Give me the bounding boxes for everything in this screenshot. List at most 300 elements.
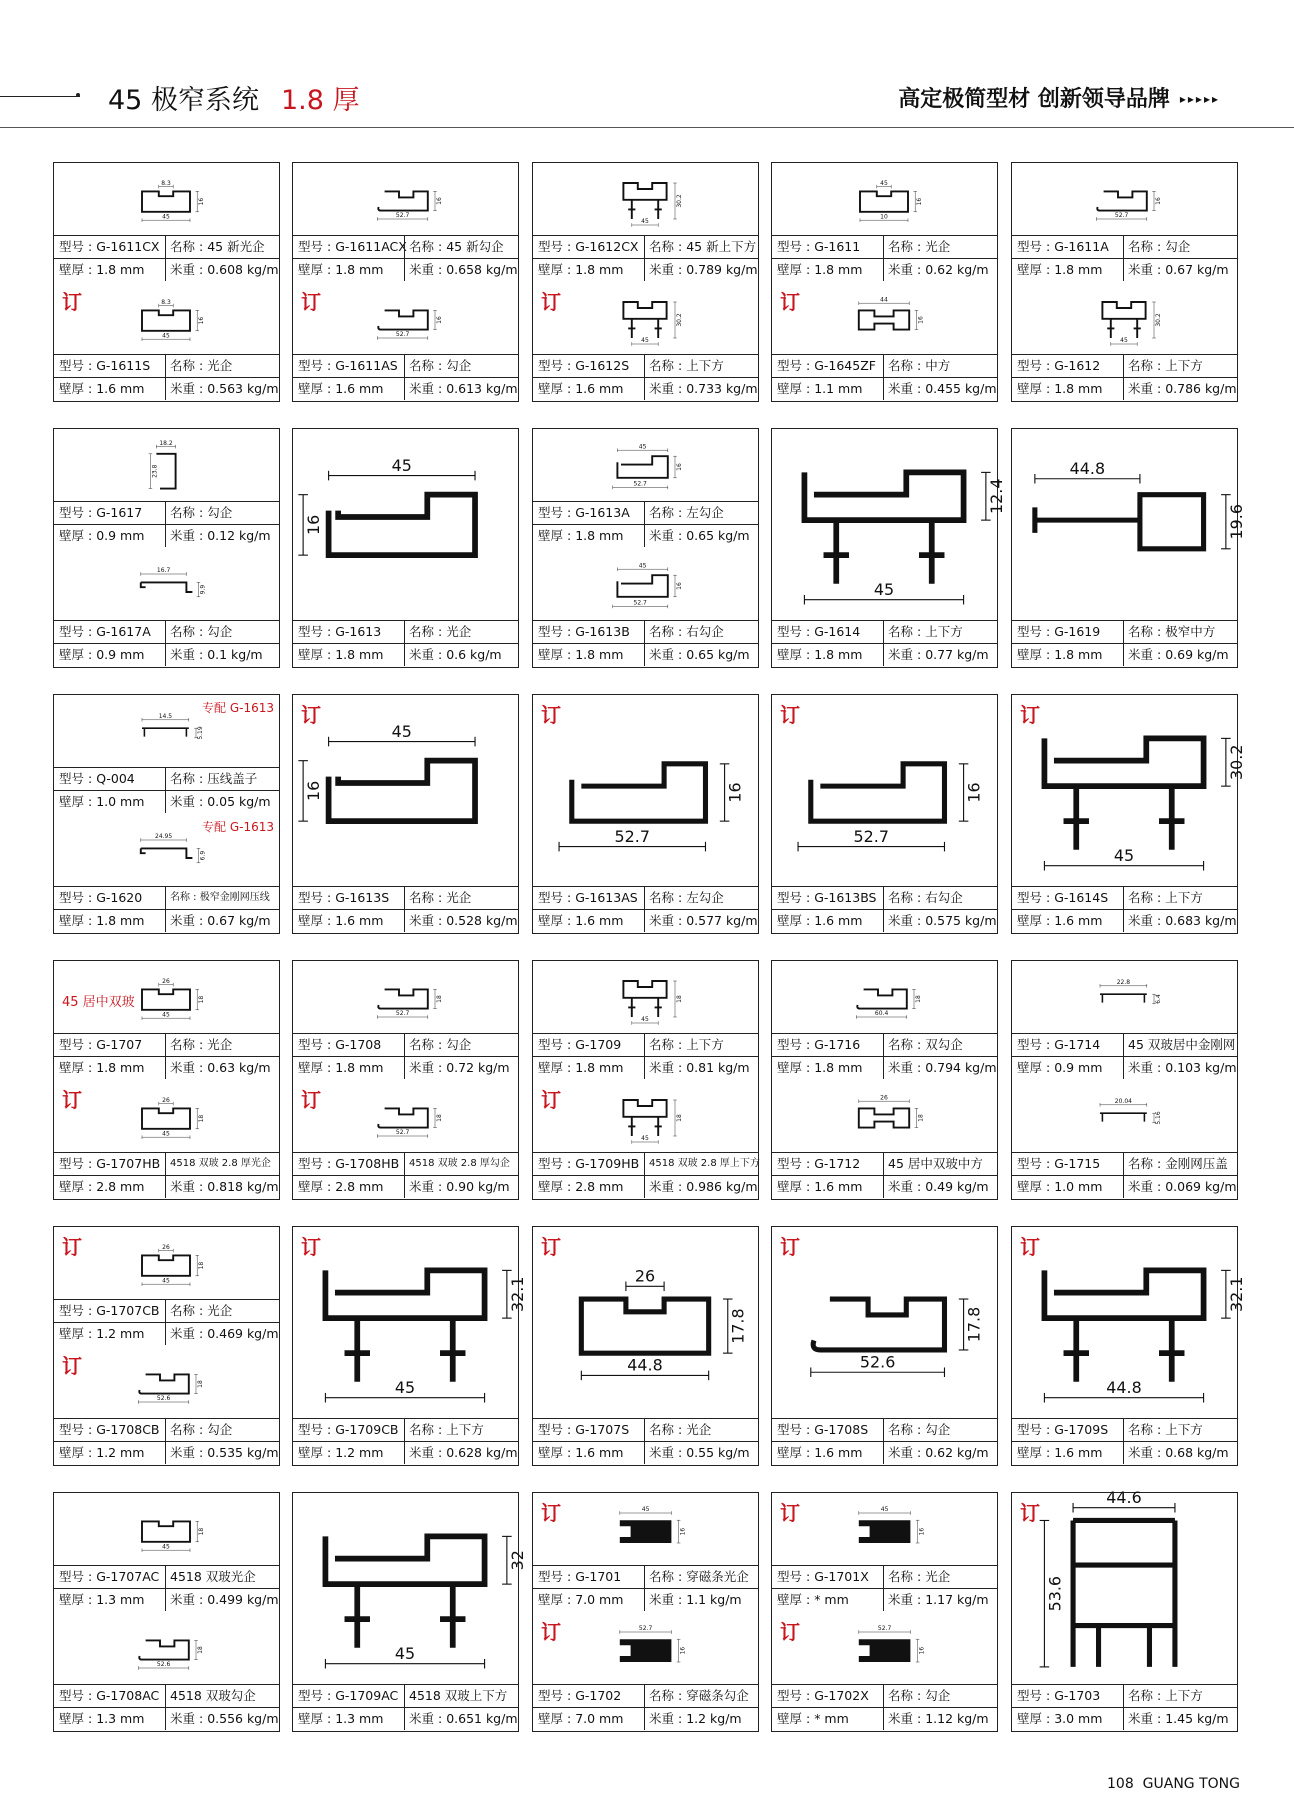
- spec-table: [54, 1033, 279, 1080]
- weight-label: 米重: [649, 1179, 675, 1194]
- dimension-label: 32.1: [1226, 1276, 1246, 1312]
- profile-cell: [293, 163, 518, 282]
- dimension-label: 16: [676, 463, 683, 471]
- profile-name: 穿磁条光企: [686, 1569, 749, 1584]
- unit-weight: 0.628 kg/m: [446, 1445, 518, 1460]
- profile-section-drawing: [533, 282, 758, 354]
- profile-outline: [623, 981, 666, 1017]
- dimension-label: 16: [198, 197, 206, 206]
- dimension-label: 16: [918, 1646, 926, 1655]
- profile-card: [53, 694, 280, 934]
- wall-label: 壁厚: [538, 381, 564, 396]
- unit-weight: 0.63 kg/m: [207, 1060, 271, 1075]
- profile-drawing: [860, 180, 923, 222]
- model-label: 型号: [1017, 890, 1043, 905]
- profile-cell: [772, 163, 997, 282]
- profile-name: 右勾企: [686, 624, 724, 639]
- profile-cell: [533, 429, 758, 548]
- profile-outline: [378, 1108, 428, 1127]
- profile-cell: [54, 1227, 279, 1346]
- title-thickness: 1.8 厚: [280, 85, 360, 116]
- profile-card: [1011, 1226, 1246, 1466]
- weight-label: 米重: [888, 381, 914, 396]
- spec-table: [293, 1152, 518, 1199]
- dimension-label: 52.7: [395, 331, 410, 339]
- wall-label: 壁厚: [1017, 647, 1043, 662]
- model-label: 型号: [1017, 624, 1043, 639]
- profile-card: [532, 960, 759, 1200]
- unit-weight: 0.794 kg/m: [925, 1060, 997, 1075]
- profile-name: 上下方: [1165, 1688, 1203, 1703]
- wall-thickness: 0.9 mm: [1054, 1060, 1103, 1075]
- weight-label: 米重: [888, 1445, 914, 1460]
- model-label: 型号: [59, 771, 85, 786]
- profile-section-drawing: [293, 1493, 527, 1684]
- spec-row-model: 型号 : G-1612CX 名称 : 45 新上下方: [533, 236, 758, 259]
- dimension-label: 52.7: [395, 212, 410, 220]
- profile-drawing: [623, 302, 683, 346]
- wall-thickness: 1.8 mm: [335, 262, 384, 277]
- weight-label: 米重: [1128, 1179, 1154, 1194]
- profile-drawing: [559, 764, 744, 852]
- model-label: 型号: [538, 624, 564, 639]
- order-mark: 订: [1020, 1235, 1040, 1259]
- profile-card: [532, 1492, 759, 1732]
- slogan-text: 高定极简型材 创新领导品牌: [898, 87, 1170, 112]
- wall-thickness: 1.0 mm: [1054, 1179, 1103, 1194]
- weight-label: 米重: [170, 528, 196, 543]
- profile-card: [292, 1226, 527, 1466]
- profile-drawing: [581, 1267, 747, 1381]
- spec-table: [54, 620, 279, 667]
- profile-outline: [378, 191, 428, 210]
- unit-weight: 0.575 kg/m: [925, 913, 997, 928]
- profile-card: [292, 694, 519, 934]
- name-label: 名称: [1128, 624, 1154, 639]
- profile-name: 4518 双玻 2.8 厚光企: [170, 1158, 271, 1169]
- profile-drawing: [1044, 1270, 1245, 1402]
- spec-row-model: 型号 : G-1645ZF 名称 : 中方: [772, 355, 997, 378]
- model-number: G-1612: [1054, 358, 1101, 373]
- unit-weight: 0.789 kg/m: [686, 262, 758, 277]
- unit-weight: 0.986 kg/m: [686, 1179, 758, 1194]
- order-mark: 订: [301, 703, 321, 727]
- model-label: 型号: [1017, 239, 1043, 254]
- dimension-label: 52.7: [614, 826, 650, 846]
- profile-cell: [533, 163, 758, 282]
- model-label: 型号: [59, 505, 85, 520]
- model-number: G-1709AC: [335, 1688, 399, 1703]
- model-number: G-1707HB: [96, 1156, 161, 1171]
- model-number: G-1619: [1054, 624, 1101, 639]
- profile-outline: [813, 1299, 944, 1350]
- name-label: 名称: [649, 505, 675, 520]
- profile-cell: [1012, 163, 1237, 282]
- spec-row-weight: 壁厚 : 1.6 mm 米重 : 0.575 kg/m: [772, 910, 997, 932]
- model-number: G-1611S: [96, 358, 151, 373]
- spec-row-weight: 壁厚 : 1.8 mm 米重 : 0.67 kg/m: [1012, 259, 1237, 281]
- weight-label: 米重: [409, 647, 435, 662]
- spec-table: [772, 620, 997, 667]
- wall-label: 壁厚: [777, 262, 803, 277]
- wall-label: 壁厚: [59, 647, 85, 662]
- wall-thickness: 1.2 mm: [96, 1445, 145, 1460]
- profile-card: [771, 960, 998, 1200]
- weight-label: 米重: [1128, 1711, 1154, 1726]
- name-label: 名称: [649, 624, 675, 639]
- profile-solid: [620, 1520, 672, 1543]
- spec-row-model: 型号 : G-1707CB 名称 : 光企: [54, 1300, 279, 1323]
- profile-drawing: [298, 456, 475, 555]
- spec-table: [54, 1684, 279, 1731]
- profile-drawing: [377, 989, 443, 1018]
- spec-row-model: 型号 : G-1613 名称 : 光企: [293, 621, 518, 644]
- name-label: 名称: [170, 505, 196, 520]
- unit-weight: 0.67 kg/m: [207, 913, 271, 928]
- model-label: 型号: [538, 1422, 564, 1437]
- wall-label: 壁厚: [298, 1060, 324, 1075]
- dimension-label: 16: [917, 316, 925, 324]
- model-number: G-1714: [1054, 1037, 1101, 1052]
- dimension-label: 16: [725, 782, 745, 803]
- spec-row-weight: 壁厚 : 1.6 mm 米重 : 0.528 kg/m: [293, 910, 518, 932]
- profile-outline: [623, 183, 666, 219]
- spec-table: [533, 354, 758, 401]
- model-number: G-1709HB: [575, 1156, 640, 1171]
- profile-drawing: [138, 1640, 204, 1669]
- dimension-label: 45: [880, 179, 888, 187]
- spec-row-model: 型号 : G-1708S 名称 : 勾企: [772, 1419, 997, 1442]
- weight-label: 米重: [170, 1445, 196, 1460]
- wall-thickness: 1.8 mm: [1054, 381, 1103, 396]
- spec-row-model: 型号 : G-1707AC 4518 双玻光企: [54, 1566, 279, 1589]
- profile-drawing: [142, 1244, 205, 1286]
- profile-name: 中方: [925, 358, 951, 373]
- profile-card: [1011, 694, 1246, 934]
- dimension-label: 30.2: [1155, 313, 1162, 327]
- profile-card: [1011, 960, 1238, 1200]
- spec-table: [54, 354, 279, 401]
- profile-outline: [378, 989, 428, 1008]
- order-mark: 订: [780, 1620, 800, 1644]
- profile-card: [53, 162, 280, 402]
- spec-row-model: 型号 : G-1611AS 名称 : 勾企: [293, 355, 518, 378]
- profile-drawing: [859, 1506, 926, 1543]
- dimension-label: 45: [641, 1016, 649, 1024]
- model-number: G-1613S: [335, 890, 390, 905]
- profile-drawing: [377, 310, 443, 339]
- profile-cell: [54, 282, 279, 401]
- spec-row-model: 型号 : G-1707S 名称 : 光企: [533, 1419, 758, 1442]
- spec-table: [1012, 1684, 1237, 1731]
- wall-thickness: 1.1 mm: [814, 381, 863, 396]
- profile-name: 45 新光企: [207, 239, 265, 254]
- name-label: 名称: [170, 1037, 196, 1052]
- spec-row-model: 型号 : G-1613S 名称 : 光企: [293, 887, 518, 910]
- dimension-label: 52.7: [395, 1129, 410, 1137]
- profile-name: 45 居中双玻中方: [888, 1156, 983, 1171]
- profile-card: [532, 1226, 759, 1466]
- weight-label: 米重: [649, 913, 675, 928]
- order-mark: 订: [541, 1235, 561, 1259]
- model-label: 型号: [298, 624, 324, 639]
- dimension-label: 44.8: [1069, 458, 1106, 478]
- profile-drawing: [142, 713, 204, 740]
- spec-row-weight: 壁厚 : 7.0 mm 米重 : 1.2 kg/m: [533, 1708, 758, 1730]
- unit-weight: 1.1 kg/m: [686, 1592, 742, 1607]
- profile-solid: [859, 1520, 911, 1543]
- dimension-label: 45: [394, 1643, 416, 1663]
- profile-drawing: [142, 1521, 205, 1552]
- weight-label: 米重: [170, 381, 196, 396]
- order-mark: 订: [541, 290, 561, 314]
- dimension-label: 52.7: [395, 1010, 410, 1018]
- weight-label: 米重: [649, 381, 675, 396]
- model-number: G-1707AC: [96, 1569, 160, 1584]
- dimension-label: 44: [880, 296, 888, 304]
- dimension-label: 19.6: [1226, 504, 1246, 540]
- spec-table: [533, 501, 758, 548]
- profile-outline: [581, 1299, 708, 1353]
- dimension-label: 26: [162, 1096, 170, 1104]
- model-label: 型号: [59, 1688, 85, 1703]
- profile-cell: [54, 1346, 279, 1465]
- wall-thickness: 7.0 mm: [575, 1592, 624, 1607]
- name-label: 名称: [170, 1422, 196, 1437]
- profile-drawing: [1096, 191, 1162, 220]
- profile-section-drawing: [54, 1346, 279, 1418]
- unit-weight: 0.683 kg/m: [1165, 913, 1237, 928]
- dimension-label: 16: [436, 197, 443, 205]
- spec-row-model: 型号 : G-1703 名称 : 上下方: [1012, 1685, 1237, 1708]
- profile-drawing: [377, 191, 443, 220]
- profile-section-drawing: [533, 548, 758, 620]
- wall-thickness: 1.8 mm: [575, 262, 624, 277]
- name-label: 名称: [1128, 1422, 1154, 1437]
- unit-weight: 0.62 kg/m: [925, 1445, 989, 1460]
- profile-section-drawing: [533, 1612, 758, 1684]
- spec-row-model: 型号 : G-1613AS 名称 : 左勾企: [533, 887, 758, 910]
- spec-row-model: 型号 : G-1611S 名称 : 光企: [54, 355, 279, 378]
- dimension-label: 45: [1113, 845, 1135, 865]
- dimension-label: 30.2: [676, 313, 683, 327]
- unit-weight: 0.556 kg/m: [207, 1711, 279, 1726]
- profile-name: 金刚网压盖: [1165, 1156, 1228, 1171]
- spec-table: [1012, 354, 1237, 401]
- spec-row-model: 型号 : G-1611CX 名称 : 45 新光企: [54, 236, 279, 259]
- profile-section-drawing: [54, 163, 279, 235]
- profile-name: 勾企: [207, 1422, 233, 1437]
- profile-name: 勾企: [207, 624, 233, 639]
- profile-outline: [156, 454, 175, 489]
- wall-label: 壁厚: [1017, 381, 1043, 396]
- weight-label: 米重: [170, 647, 196, 662]
- spec-row-model: 型号 : G-1701 名称 : 穿磁条光企: [533, 1566, 758, 1589]
- dimension-label: 14.5: [158, 713, 173, 720]
- profile-section-drawing: [1012, 961, 1237, 1033]
- wall-label: 壁厚: [538, 913, 564, 928]
- name-label: 名称: [1128, 890, 1154, 905]
- dimension-label: 45: [162, 213, 170, 221]
- spec-table: [293, 1418, 518, 1465]
- model-number: G-1712: [814, 1156, 861, 1171]
- order-mark: 订: [301, 1088, 321, 1112]
- profile-name: 勾企: [925, 1688, 951, 1703]
- profile-cell: [533, 695, 758, 933]
- dimension-label: 18: [197, 1380, 204, 1388]
- name-label: 名称: [409, 1422, 435, 1437]
- wall-thickness: 1.3 mm: [96, 1711, 145, 1726]
- spec-table: [54, 767, 279, 814]
- footer-brand: GUANG TONG: [1142, 1776, 1240, 1792]
- dimension-label: 8.3: [161, 179, 171, 187]
- model-number: G-1614S: [1054, 890, 1109, 905]
- spec-row-model: 型号 : G-1715 名称 : 金刚网压盖: [1012, 1153, 1237, 1176]
- spec-table: [772, 1684, 997, 1731]
- spec-row-weight: 壁厚 : 7.0 mm 米重 : 1.1 kg/m: [533, 1589, 758, 1611]
- wall-label: 壁厚: [777, 1592, 803, 1607]
- wall-label: 壁厚: [59, 1326, 85, 1341]
- dimension-label: 6.4: [1155, 994, 1162, 1004]
- wall-thickness: 1.6 mm: [575, 1445, 624, 1460]
- dimension-label: 45: [391, 455, 412, 475]
- model-label: 型号: [59, 1156, 85, 1171]
- spec-row-weight: 壁厚 : 1.8 mm 米重 : 0.65 kg/m: [533, 644, 758, 666]
- profile-outline: [329, 761, 475, 821]
- model-label: 型号: [59, 1303, 85, 1318]
- name-label: 名称: [888, 1569, 914, 1584]
- page-footer: [1107, 1776, 1240, 1792]
- spec-row-weight: 壁厚 : 1.6 mm 米重 : 0.733 kg/m: [533, 378, 758, 400]
- profile-card: [771, 1226, 998, 1466]
- wall-label: 壁厚: [538, 1711, 564, 1726]
- profile-name: 上下方: [686, 358, 724, 373]
- wall-thickness: 1.8 mm: [96, 913, 145, 928]
- spec-row-weight: 壁厚 : 1.8 mm 米重 : 0.62 kg/m: [772, 259, 997, 281]
- model-label: 型号: [298, 358, 324, 373]
- model-label: 型号: [1017, 358, 1043, 373]
- dimension-label: 32: [507, 1550, 527, 1571]
- unit-weight: 0.069 kg/m: [1165, 1179, 1237, 1194]
- model-label: 型号: [59, 1569, 85, 1584]
- dimension-label: 16: [676, 582, 683, 590]
- model-number: G-1703: [1054, 1688, 1101, 1703]
- spec-table: [533, 1418, 758, 1465]
- dimension-label: 52.6: [859, 1352, 896, 1372]
- model-number: G-1613A: [575, 505, 630, 520]
- unit-weight: 1.17 kg/m: [925, 1592, 989, 1607]
- profile-section-drawing: [533, 1493, 758, 1565]
- profile-section-drawing: [293, 961, 518, 1033]
- name-label: 名称: [170, 239, 196, 254]
- profile-drawing: [142, 978, 205, 1020]
- spec-row-weight: 壁厚 : 3.0 mm 米重 : 1.45 kg/m: [1012, 1708, 1237, 1730]
- wall-label: 壁厚: [777, 381, 803, 396]
- spec-row-model: 型号 : G-1611ACX 名称 : 45 新勾企: [293, 236, 518, 259]
- model-number: G-1613B: [575, 624, 630, 639]
- weight-label: 米重: [649, 528, 675, 543]
- spec-table: [54, 1152, 279, 1199]
- model-label: 型号: [298, 890, 324, 905]
- profile-name: 光企: [686, 1422, 712, 1437]
- profile-drawing: [141, 567, 207, 597]
- weight-label: 米重: [170, 794, 196, 809]
- profile-drawing: [1100, 979, 1162, 1004]
- profile-section-drawing: [1012, 1227, 1246, 1418]
- spec-row-model: 型号 : G-1707 名称 : 光企: [54, 1034, 279, 1057]
- dimension-label: 16: [916, 197, 924, 206]
- model-number: G-1716: [814, 1037, 861, 1052]
- order-mark: 订: [1020, 1501, 1040, 1525]
- profile-name: 上下方: [1165, 358, 1203, 373]
- wall-thickness: 1.6 mm: [575, 913, 624, 928]
- profile-name: 勾企: [207, 505, 233, 520]
- profile-cell: [54, 1493, 279, 1612]
- profile-cell: [1012, 282, 1237, 401]
- wall-label: 壁厚: [59, 794, 85, 809]
- dimension-label: 45: [880, 1506, 889, 1514]
- model-label: 型号: [1017, 1037, 1043, 1052]
- spec-table: [533, 235, 758, 282]
- unit-weight: 0.577 kg/m: [686, 913, 758, 928]
- model-label: 型号: [1017, 1156, 1043, 1171]
- profile-card: [771, 428, 1006, 668]
- profile-name: 勾企: [446, 358, 472, 373]
- wall-thickness: 2.8 mm: [96, 1179, 145, 1194]
- wall-thickness: 1.8 mm: [335, 1060, 384, 1075]
- profile-drawing: [811, 1299, 984, 1377]
- profile-card: [53, 428, 280, 668]
- unit-weight: 0.658 kg/m: [446, 262, 518, 277]
- profile-drawing: [620, 1506, 687, 1543]
- profile-cell: [772, 961, 997, 1080]
- dimension-label: 52.7: [877, 1625, 892, 1633]
- spec-row-weight: 壁厚 : 1.2 mm 米重 : 0.535 kg/m: [54, 1442, 279, 1464]
- spec-table: [1012, 1033, 1237, 1080]
- wall-label: 壁厚: [538, 1445, 564, 1460]
- unit-weight: 0.733 kg/m: [686, 381, 758, 396]
- wall-thickness: 1.8 mm: [335, 647, 384, 662]
- wall-label: 壁厚: [1017, 1711, 1043, 1726]
- profile-card: [771, 694, 998, 934]
- profile-section-drawing: [54, 1227, 279, 1299]
- unit-weight: 1.12 kg/m: [925, 1711, 989, 1726]
- model-number: G-1707: [96, 1037, 143, 1052]
- profile-outline: [859, 1108, 909, 1127]
- profile-section-drawing: [533, 1080, 758, 1152]
- wall-label: 壁厚: [59, 1711, 85, 1726]
- profile-section-drawing: [533, 1227, 758, 1418]
- dimension-label: 52.7: [638, 1625, 653, 1633]
- name-label: 名称: [409, 358, 435, 373]
- name-label: 名称: [888, 1688, 914, 1703]
- weight-label: 米重: [1128, 262, 1154, 277]
- dimension-label: 45: [641, 337, 649, 345]
- profile-section-drawing: [533, 695, 758, 886]
- profile-cell: [533, 1080, 758, 1199]
- spec-row-weight: 壁厚 : 1.6 mm 米重 : 0.55 kg/m: [533, 1442, 758, 1464]
- accessory-note: 专配 G-1613: [202, 820, 274, 834]
- dimension-label: 18.2: [159, 439, 173, 447]
- spec-table: [293, 354, 518, 401]
- profile-drawing: [325, 1270, 526, 1402]
- dimension-label: 17.8: [964, 1306, 984, 1343]
- profile-outline: [623, 1100, 666, 1136]
- profile-card: [1011, 1487, 1238, 1732]
- spec-row-weight: 壁厚 : 1.8 mm 米重 : 0.72 kg/m: [293, 1057, 518, 1079]
- spec-table: [772, 235, 997, 282]
- name-label: 名称: [170, 771, 196, 786]
